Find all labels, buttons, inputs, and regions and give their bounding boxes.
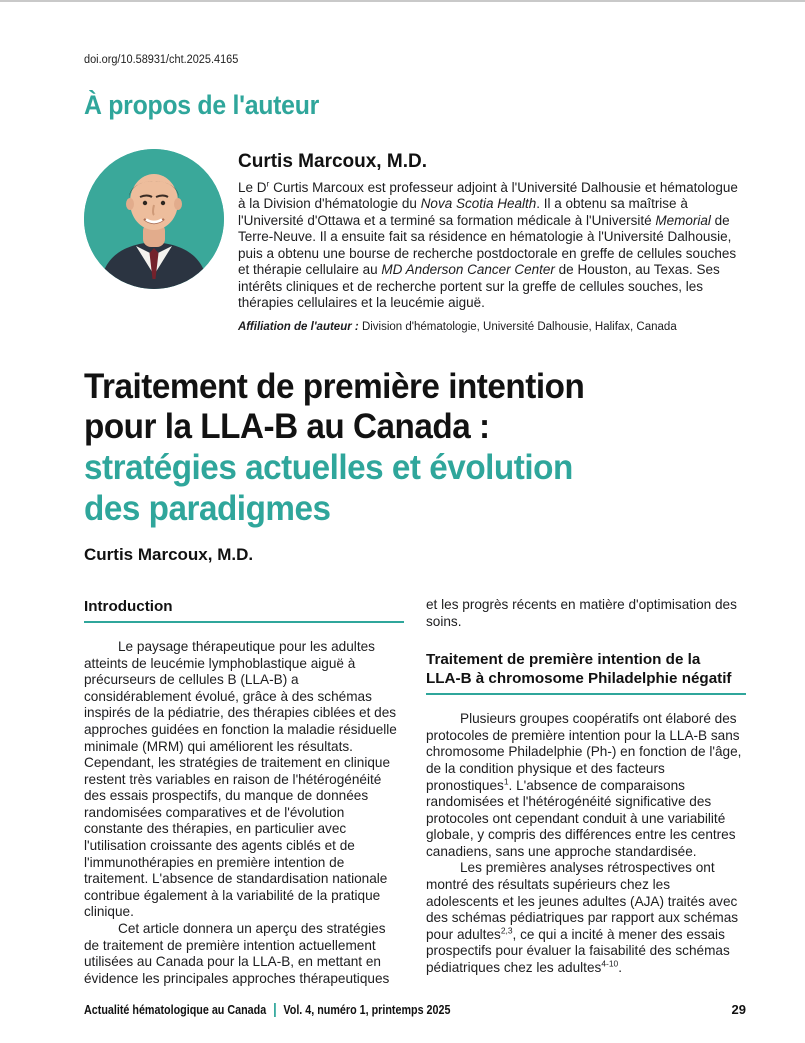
- intro-continuation: et les progrès récents en matière d'optimisation des soins.: [426, 597, 737, 629]
- footer-journal-line: [84, 1003, 450, 1017]
- article-title: [84, 367, 746, 529]
- page-number: 29: [731, 1002, 746, 1017]
- author-photo: [84, 149, 224, 289]
- title-line-2: pour la LLA-B au Canada :: [84, 407, 490, 447]
- intro-paragraph-2: Cet article donnera un aperçu des stratégies de traitement de première intention actuellement utilisées au Canada pour la LLA-B, en mettant en évidence les principales approches thérapeutiques: [84, 920, 390, 986]
- intro-paragraph-1: Le paysage thérapeutique pour les adultes atteints de leucémie lymphoblastique aiguë à précurseurs de cellules B (LLA-B) a considérablement évolué, grâce à des schémas inspirés de la pédiatrie, des thérapies ciblées et des approches guidées en fonction la maladie résiduelle minimale (MRM) qui améliorent les résultats. Cependant, les stratégies de traitement en clinique restent très variables en raison de l'hétérogénéité des essais prospectifs, du manque de données randomisées comparatives et de l'évolution constante des thérapies, en particulier avec l'utilisation croissante des agents ciblés et de l'immunothérapies en première intention de traitement. L'absence de standardisation nationale contribue également à la variabilité de la pratique clinique.: [84, 639, 397, 920]
- doi-text: doi.org/10.58931/cht.2025.4165: [84, 54, 239, 66]
- author-info-block: [238, 149, 746, 333]
- author-affiliation: [238, 321, 746, 333]
- affiliation-text: Division d'hématologie, Université Dalhousie, Halifax, Canada: [361, 320, 677, 333]
- author-section: [84, 149, 746, 333]
- page-content: [0, 2, 805, 987]
- title-line-3: stratégies actuelles et évolution: [84, 447, 573, 487]
- introduction-heading: Introduction: [84, 597, 404, 623]
- article-byline: Curtis Marcoux, M.D.: [84, 545, 254, 565]
- author-name: Curtis Marcoux, M.D.: [238, 151, 427, 172]
- journal-name: Actualité hématologique au Canada: [84, 1002, 267, 1017]
- issue-info: Vol. 4, numéro 1, printemps 2025: [283, 1002, 451, 1017]
- section2-paragraph-2: Les premières analyses rétrospectives ont montré des résultats supérieurs chez les adolescents et les jeunes adultes (AJA) traités avec des schémas pédiatriques par rapport aux schémas pour adultes$^{2,3}$, ce qui a incité à mener des essais prospectifs pour évaluer la faisabilité des schémas pédiatriques chez les adultes$^{4-10}$.: [426, 860, 739, 975]
- title-line-1: Traitement de première intention: [84, 366, 585, 406]
- ph-negative-heading: Traitement de première intention de la LLA-B à chromosome Philadelphie négatif: [426, 650, 746, 695]
- left-column: [84, 597, 404, 987]
- author-portrait-illustration: [84, 149, 224, 289]
- title-line-4: des paradigmes: [84, 488, 331, 528]
- right-column: [426, 597, 746, 987]
- article-body-columns: [84, 597, 746, 987]
- affiliation-label: Affiliation de l'auteur :: [238, 320, 359, 333]
- page-footer: [84, 1002, 746, 1017]
- about-author-heading: À propos de l'auteur: [84, 90, 320, 120]
- footer-separator-bar: [274, 1003, 276, 1017]
- author-bio: Le $D^r$ Curtis Marcoux est professeur adjoint à l'Université Dalhousie et hématologue à la Division d'hématologie du Nova Scotia Health. Il a obtenu sa maîtrise à l'Université d'Ottawa et a terminé sa formation médicale à l'Université Memorial de Terre-Neuve. Il a ensuite fait sa résidence en hématologie à l'Université Dalhousie, puis a obtenu une bourse de recherche postdoctorale en greffe de cellules souches et thérapie cellulaire au MD Anderson Cancer Center de Houston, au Texas. Ses intérêts cliniques et de recherche portent sur la greffe de cellules souches, les thérapies cellulaires et la leucémie aiguë.: [238, 178, 738, 311]
- section2-paragraph-1: Plusieurs groupes coopératifs ont élaboré des protocoles de première intention pour la LLA-B sans chromosome Philadelphie (Ph-) en fonction de l'âge, de la condition physique et des facteurs pronostiques$^1$. L'absence de comparaisons randomisées et l'hétérogénéité significative des protocoles ont cependant conduit à une variabilité globale, y compris des différences entre les centres canadiens, sans une approche standardisée.: [426, 711, 742, 859]
